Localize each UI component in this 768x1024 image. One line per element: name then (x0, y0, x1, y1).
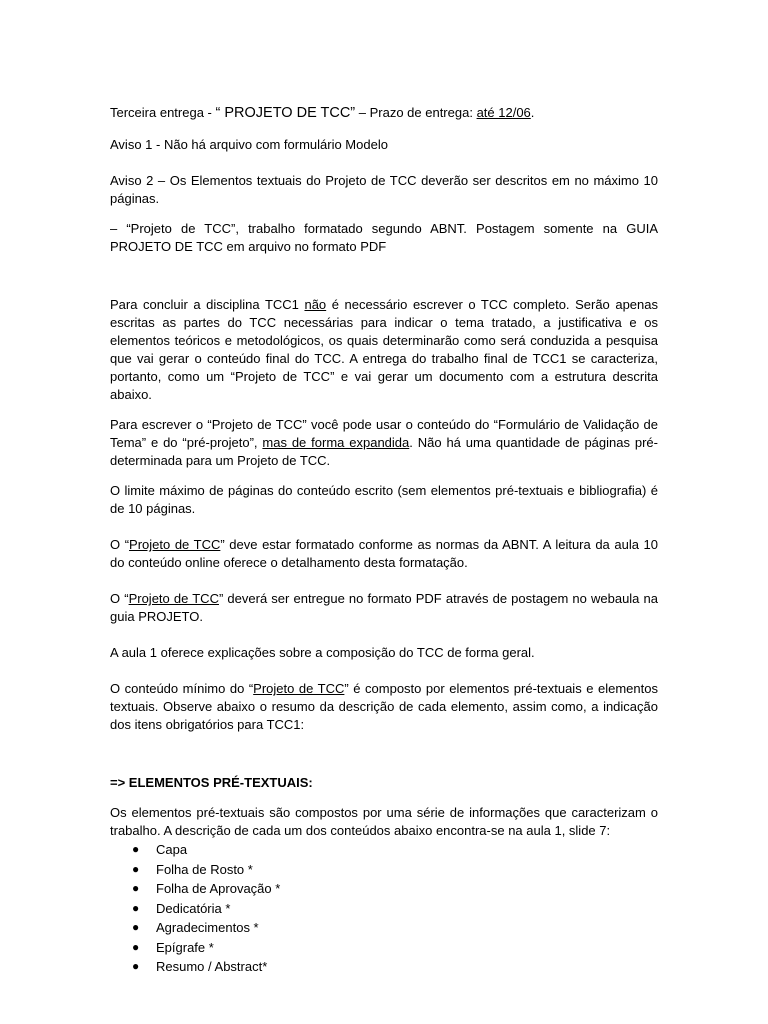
paragraph-3: O limite máximo de páginas do conteúdo escrito (sem elementos pré-textuais e bibliografia) é de 10 páginas. (110, 483, 658, 516)
paragraph-2: Para escrever o “Projeto de TCC” você pode usar o conteúdo do “Formulário de Validação de Tema” e do “pré-projeto”, mas de forma expandida. Não há uma quantidade de páginas pré-determinada para um Projeto de TCC. (110, 417, 658, 468)
paragraph-4: O “Projeto de TCC” deve estar formatado conforme as normas da ABNT. A leitura da aula 10 do conteúdo online oferece o detalhamento desta formatação. (110, 537, 659, 570)
bullet-icon: ● (132, 881, 140, 895)
list-item: ● Dedicatória * (132, 899, 658, 919)
heading-prefix: Terceira entrega - (110, 105, 216, 120)
list-item: ● Epígrafe * (132, 938, 658, 958)
bullet-icon: ● (132, 900, 140, 915)
bullet-icon: ● (132, 842, 140, 856)
underline-projeto: Projeto de TCC (253, 681, 345, 696)
paragraph-6: A aula 1 oferece explicações sobre a composição do TCC de forma geral. (110, 645, 535, 660)
paragraph-7: O conteúdo mínimo do “Projeto de TCC” é composto por elementos pré-textuais e elementos textuais. Observe abaixo o resumo da descrição de cada elemento, assim como, a indicação dos itens obrigatórios para TCC1: (110, 681, 658, 732)
heading-mid: – Prazo de entrega: (355, 105, 477, 120)
aviso-2: Aviso 2 – Os Elementos textuais do Projeto de TCC deverão ser descritos em no máximo 10 páginas. (110, 173, 658, 206)
heading-line (110, 102, 658, 124)
underline-expandida: mas de forma expandida (262, 435, 410, 450)
heading-end: . (530, 105, 535, 120)
bullet-icon: ● (132, 920, 140, 934)
list-item: ● Folha de Rosto * (132, 860, 658, 880)
paragraph-5: O “Projeto de TCC” deverá ser entregue no formato PDF através de postagem no webaula na guia PROJETO. (110, 591, 659, 624)
bullet-icon: ● (132, 861, 140, 876)
list-item: ● Capa (132, 840, 658, 860)
paragraph-1: Para concluir a disciplina TCC1 não é necessário escrever o TCC completo. Serão apenas escritas as partes do TCC necessárias para indicar o tema tratado, a justificativa e os elementos teóricos e metodológicos, os quais determinarão como será conduzida a pesquisa que vai gerar o conteúdo final do TCC. A entrega do trabalho final de TCC1 se caracteriza, portanto, como um “Projeto de TCC” e vai gerar um documento com a estrutura descrita abaixo. (110, 297, 658, 402)
bullet-icon: ● (132, 959, 140, 973)
heading-deadline: até 12/06 (476, 105, 531, 120)
section-title: => ELEMENTOS PRÉ-TEXTUAIS: (110, 775, 313, 790)
bullet-icon: ● (132, 939, 140, 954)
postagem-note: – “Projeto de TCC”, trabalho formatado segundo ABNT. Postagem somente na GUIA PROJETO DE TCC em arquivo no formato PDF (110, 221, 658, 254)
pre-textual-list (110, 840, 658, 977)
list-item: ● Resumo / Abstract* (132, 957, 658, 977)
list-item: ● Agradecimentos * (132, 918, 658, 938)
underline-projeto: Projeto de TCC (129, 537, 221, 552)
aviso-1: Aviso 1 - Não há arquivo com formulário Modelo (110, 137, 388, 152)
list-item: ● Folha de Aprovação * (132, 879, 658, 899)
underline-nao: não (304, 297, 327, 312)
underline-projeto: Projeto de TCC (128, 591, 219, 606)
paragraph-8: Os elementos pré-textuais são compostos por uma série de informações que caracterizam o trabalho. A descrição de cada um dos conteúdos abaixo encontra-se na aula 1, slide 7: (110, 805, 658, 838)
heading-title: “ PROJETO DE TCC” (215, 105, 356, 121)
